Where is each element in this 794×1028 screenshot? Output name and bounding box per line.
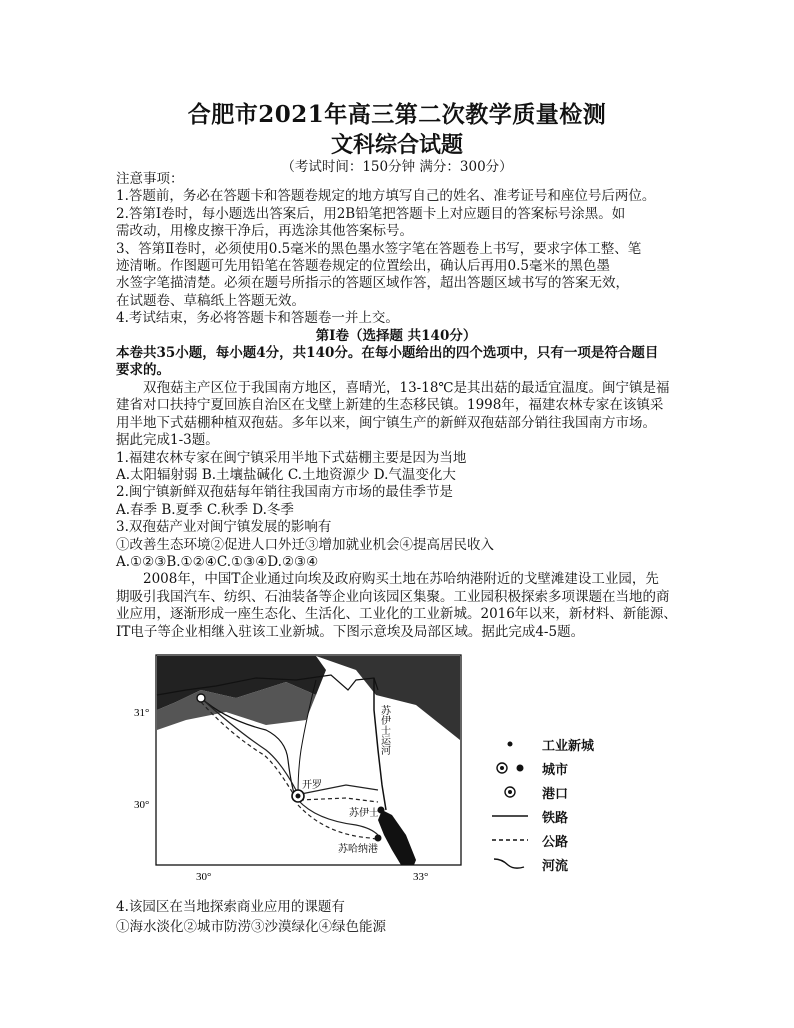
legend-item bbox=[490, 855, 630, 873]
notice-line: 3、答第Ⅱ卷时，必须使用0.5毫米的黑色墨水签字笔在答题卷上书写，要求字体工整、笔 bbox=[116, 240, 642, 257]
exam-body bbox=[116, 171, 676, 641]
notice-line: 4.考试结束，务必将答题卡和答题卷一并上交。 bbox=[116, 310, 399, 327]
passage-line: 双孢菇主产区位于我国南方地区，喜晴光，13-18℃是其出菇的最适宜温度。闽宁镇是福 bbox=[143, 379, 670, 396]
section-instruction: 要求的。 bbox=[116, 362, 170, 379]
passage-line: IT电子等企业相继入驻该工业新城。下图示意埃及局部区域。据此完成4-5题。 bbox=[116, 623, 585, 640]
question-stem: 3.双孢菇产业对闽宁镇发展的影响有 bbox=[116, 519, 332, 536]
legend-item bbox=[490, 831, 630, 849]
notice-line: 在试题卷、草稿纸上答题无效。 bbox=[116, 292, 305, 309]
question-options: ①改善生态环境②促进人口外迁③增加就业机会④提高居民收入 bbox=[116, 536, 494, 553]
section-title: 第Ⅰ卷（选择题 共140分） bbox=[315, 327, 477, 344]
exam-info: （考试时间：150分钟 满分：300分） bbox=[281, 159, 513, 175]
city-marker-core bbox=[296, 794, 301, 799]
port-marker-sokhna bbox=[375, 835, 382, 842]
notice-line: 2.答第Ⅰ卷时，每小题选出答案后，用2B铅笔把答题卡上对应题目的答案标号涂黑。如 bbox=[116, 205, 626, 222]
passage-line: 业应用，逐渐形成一座生态化、生活化、工业化的工业新城。2016年以来，新材料、新能源、 bbox=[116, 606, 677, 623]
legend-label: 铁路 bbox=[542, 811, 569, 826]
notice-line: 1.答题前，务必在答题卡和答题卷规定的地方填写自己的姓名、准考证号和座位号后两位。 bbox=[116, 188, 656, 205]
legend-item bbox=[490, 783, 630, 801]
port-marker bbox=[197, 694, 205, 702]
railway-icon bbox=[490, 807, 530, 825]
question-options: A.春季 B.夏季 C.秋季 D.冬季 bbox=[116, 501, 294, 518]
notice-heading: 注意事项： bbox=[116, 171, 184, 187]
notice-line: 迹清晰。作图题可先用铅笔在答题卷规定的位置绘出，确认后再用0.5毫米的黑色墨 bbox=[116, 258, 610, 275]
lon-label: 33° bbox=[413, 871, 429, 883]
legend-item bbox=[490, 759, 630, 777]
passage-line: 用半地下式菇棚种植双孢菇。多年以来，闽宁镇生产的新鲜双孢菇部分销往我国南方市场。 bbox=[116, 414, 656, 431]
place-label-sokhna: 苏哈纳港 bbox=[338, 844, 378, 855]
exam-title: 合肥市2021年高三第二次教学质量检测 bbox=[187, 101, 607, 128]
place-label-canal: 苏伊士运河 bbox=[378, 705, 390, 755]
passage-line: 建省对口扶持宁夏回族自治区在戈壁上新建的生态移民镇。1998年，福建农林专家在该镇采 bbox=[116, 397, 664, 414]
question-stem: 1.福建农林专家在闽宁镇采用半地下式菇棚主要是因为当地 bbox=[116, 449, 467, 466]
place-label-cairo: 开罗 bbox=[302, 780, 322, 791]
question-4-block bbox=[116, 897, 676, 937]
industrial-city-icon bbox=[490, 735, 530, 753]
legend-item bbox=[490, 735, 630, 753]
notice-line: 需改动，用橡皮擦干净后，再选涂其他答案标号。 bbox=[116, 223, 413, 240]
notice-line: 水签字笔描清楚。必须在题号所指示的答题区域作答，超出答题区域书写的答案无效， bbox=[116, 275, 629, 292]
question-options: A.太阳辐射弱 B.土壤盐碱化 C.土地资源少 D.气温变化大 bbox=[116, 466, 456, 483]
lat-label: 31° bbox=[134, 707, 150, 719]
legend-label: 河流 bbox=[542, 859, 569, 874]
question-stem: 2.闽宁镇新鲜双孢菇每年销往我国南方市场的最佳季节是 bbox=[116, 484, 453, 501]
lon-label: 30° bbox=[196, 871, 212, 883]
road-icon bbox=[490, 831, 530, 849]
legend-label: 工业新城 bbox=[542, 739, 595, 754]
passage-line: 据此完成1-3题。 bbox=[116, 432, 219, 449]
question-options: A.①②③B.①②④C.①③④D.②③④ bbox=[116, 553, 319, 570]
legend-label: 城市 bbox=[542, 763, 569, 778]
legend-label: 港口 bbox=[542, 787, 569, 802]
passage-line: 2008年，中国T企业通过向埃及政府购买土地在苏哈纳港附近的戈壁滩建设工业园，先 bbox=[143, 571, 659, 588]
lat-label: 30° bbox=[134, 799, 150, 811]
river-icon bbox=[490, 855, 530, 873]
legend-item bbox=[490, 807, 630, 825]
legend-label: 公路 bbox=[542, 835, 569, 850]
exam-subject-title: 文科综合试题 bbox=[330, 132, 463, 158]
passage-line: 期吸引我国汽车、纺织、石油装备等企业向该园区集聚。工业园积极探索多项课题在当地的商 bbox=[116, 588, 670, 605]
city-icon bbox=[490, 759, 530, 777]
place-label-suez: 苏伊士 bbox=[349, 808, 379, 819]
port-icon bbox=[490, 783, 530, 801]
question-options: ①海水淡化②城市防涝③沙漠绿化④绿色能源 bbox=[116, 919, 386, 935]
section-instruction: 本卷共35小题，每小题4分，共140分。在每小题给出的四个选项中，只有一项是符合题目 bbox=[116, 345, 659, 362]
question-stem: 4.该园区在当地探索商业应用的课题有 bbox=[116, 899, 345, 915]
